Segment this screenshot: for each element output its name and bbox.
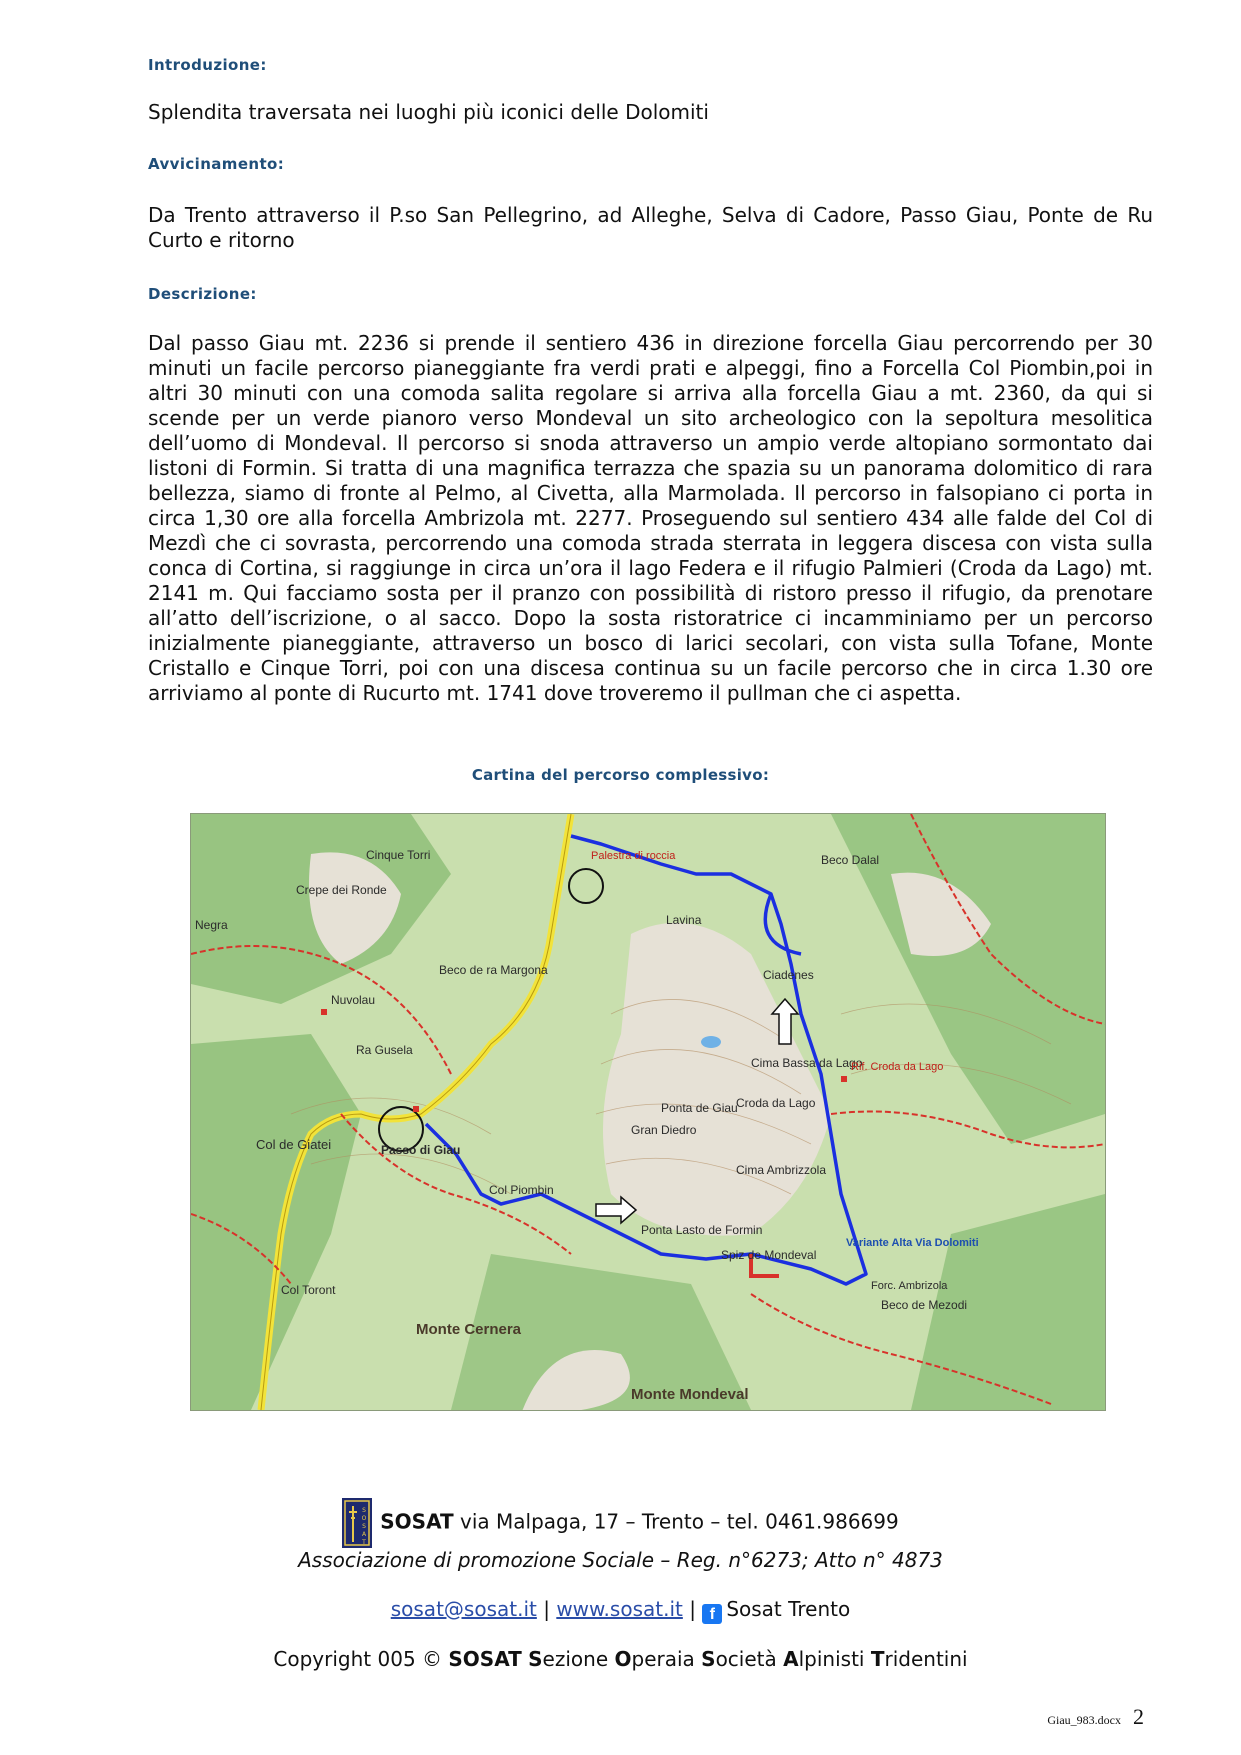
- map-label-col-piombin: Col Piombin: [489, 1183, 554, 1197]
- footer-address-line: [0, 1498, 1241, 1548]
- map-label-nuvolau: Nuvolau: [331, 993, 376, 1007]
- map-label-cinque-torri: Cinque Torri: [366, 848, 431, 862]
- facebook-name[interactable]: Sosat Trento: [726, 1597, 851, 1621]
- copyright-org: SOSAT: [448, 1647, 522, 1671]
- footer-contacts: [0, 1597, 1241, 1624]
- map-label-beco-margona: Beco de ra Margona: [439, 963, 548, 977]
- document-filename: Giau_983.docx: [1047, 1713, 1121, 1727]
- map-label-monte-cernera: Monte Cernera: [416, 1321, 522, 1338]
- map-label-gran-diedro: Gran Diedro: [631, 1123, 697, 1137]
- separator: |: [543, 1597, 550, 1621]
- map-caption: Cartina del percorso complessivo:: [471, 766, 770, 784]
- footer-copyright: [0, 1647, 1241, 1671]
- copyright-word: Operaia: [614, 1647, 695, 1671]
- copyright-word: Alpinisti: [783, 1647, 865, 1671]
- svg-text:O: O: [361, 1515, 367, 1522]
- copyright-word: Sezione: [528, 1647, 609, 1671]
- footer-address: via Malpaga, 17 – Trento – tel. 0461.986699: [460, 1509, 899, 1534]
- sosat-logo-icon: [342, 1498, 372, 1548]
- svg-text:A: A: [362, 1531, 367, 1538]
- approach-heading: Avvicinamento:: [148, 155, 285, 173]
- hut-marker-icon: [321, 1009, 327, 1015]
- map-label-beco-dalal: Beco Dalal: [821, 853, 880, 867]
- description-text: Dal passo Giau mt. 2236 si prende il sentiero 436 in direzione forcella Giau percorrendo per 30 minuti un facile percorso pianeggiante fra verdi prati e alpeggi, fino a Forcella Col Piombin,poi in altri 30 minuti con una comoda salita regolare si arriva alla forcella Giau a mt. 2360, da qui si scende per un verde pianoro verso Mondeval un sito archeologico con la sepoltura mesolitica dell’uomo di Mondeval. Il percorso si snoda attraverso un ampio verde altopiano sormontato dai listoni di Formin. Si tratta di una magnifica terrazza che spazia su un panorama dolomitico di rara bellezza, siamo di fronte al Pelmo, al Civetta, alla Marmolada. Il percorso in falsopiano ci porta in circa 1,30 ore alla forcella Ambrizola mt. 2277. Proseguendo sul sentiero 434 alle falde del Col di Mezdì che ci sovrasta, percorrendo una comoda strada sterrata in leggera discesa con vista sulla conca di Cortina, si raggiunge in circa un’ora il lago Federa e il rifugio Palmieri (Croda da Lago) mt. 2141 m. Qui facciamo sosta per il pranzo con possibilità di ristoro presso il rifugio, da prenotare all’atto dell’iscrizione, o al sacco. Dopo la sosta ristoratrice ci incamminiamo per un percorso inizialmente pianeggiante, attraverso un bosco di larici secolari, con vista sulla Tofane, Monte Cristallo e Cinque Torri, poi con una discesa continua su un facile percorso che in circa 1.30 ore arriviamo al ponte di Rucurto mt. 1741 dove troveremo il pullman che ci aspetta.: [148, 331, 1153, 705]
- email-link[interactable]: sosat@sosat.it: [390, 1597, 537, 1621]
- approach-paragraph: [148, 203, 1153, 253]
- intro-text: Splendita traversata nei luoghi più iconici delle Dolomiti: [148, 100, 709, 124]
- intro-paragraph: [148, 100, 1153, 125]
- svg-text:S: S: [362, 1507, 367, 1514]
- description-heading: Descrizione:: [148, 285, 257, 303]
- separator: |: [689, 1597, 696, 1621]
- svg-text:T: T: [362, 1539, 367, 1546]
- map-label-lavina: Lavina: [666, 913, 702, 927]
- lake-icon: [701, 1036, 721, 1048]
- map-label-forc-ambrizola: Forc. Ambrizola: [871, 1280, 948, 1292]
- intro-heading: Introduzione:: [148, 56, 267, 74]
- copyright-word: Tridentini: [870, 1647, 968, 1671]
- copyright-word: Società: [701, 1647, 777, 1671]
- map-label-monte-mondeval: Monte Mondeval: [631, 1386, 749, 1403]
- map-label-spiz-mondeval: Spiz de Mondeval: [721, 1248, 817, 1262]
- map-label-ponta-lasto: Ponta Lasto de Formin: [641, 1223, 763, 1237]
- route-map[interactable]: [190, 813, 1106, 1411]
- map-label-col-toront: Col Toront: [281, 1283, 336, 1297]
- map-label-beco-mezodi: Beco de Mezodi: [881, 1298, 968, 1312]
- map-label-palestra: Palestra di roccia: [591, 850, 676, 862]
- map-label-ra-gusela: Ra Gusela: [356, 1043, 413, 1057]
- map-label-variante: Variante Alta Via Dolomiti: [846, 1237, 979, 1249]
- footer-association: Associazione di promozione Sociale – Reg. n°6273; Atto n° 4873: [298, 1548, 943, 1572]
- approach-text: Da Trento attraverso il P.so San Pellegrino, ad Alleghe, Selva di Cadore, Passo Giau, Ponte de Ru Curto e ritorno: [148, 203, 1153, 252]
- map-label-col-giatei: Col de Giatei: [256, 1137, 332, 1152]
- map-label-rif-croda-lago: Rif. Croda da Lago: [851, 1061, 944, 1073]
- facebook-icon[interactable]: f: [702, 1604, 722, 1624]
- map-label-cima-ambrizzola: Cima Ambrizzola: [736, 1163, 827, 1177]
- map-label-cima-bassa: Cima Bassa da Lago: [751, 1056, 863, 1070]
- hut-marker-icon: [841, 1076, 847, 1082]
- map-label-crepe-ronde: Crepe dei Ronde: [296, 883, 387, 897]
- map-label-croda-lago: Croda da Lago: [736, 1096, 816, 1110]
- map-label-ciadenes: Ciadenes: [763, 968, 814, 982]
- description-paragraph: [148, 331, 1153, 706]
- map-label-negra: Negra: [195, 918, 228, 932]
- map-label-ponta-giau: Ponta de Giau: [661, 1101, 738, 1115]
- website-link[interactable]: www.sosat.it: [556, 1597, 683, 1621]
- hut-marker-icon: [413, 1106, 419, 1112]
- map-label-passo-giau: Passo di Giau: [381, 1143, 461, 1157]
- footer-org: SOSAT: [380, 1509, 454, 1534]
- copyright-prefix: Copyright 005 ©: [273, 1647, 443, 1671]
- svg-text:S: S: [362, 1523, 367, 1530]
- page-number: 2: [1133, 1704, 1144, 1729]
